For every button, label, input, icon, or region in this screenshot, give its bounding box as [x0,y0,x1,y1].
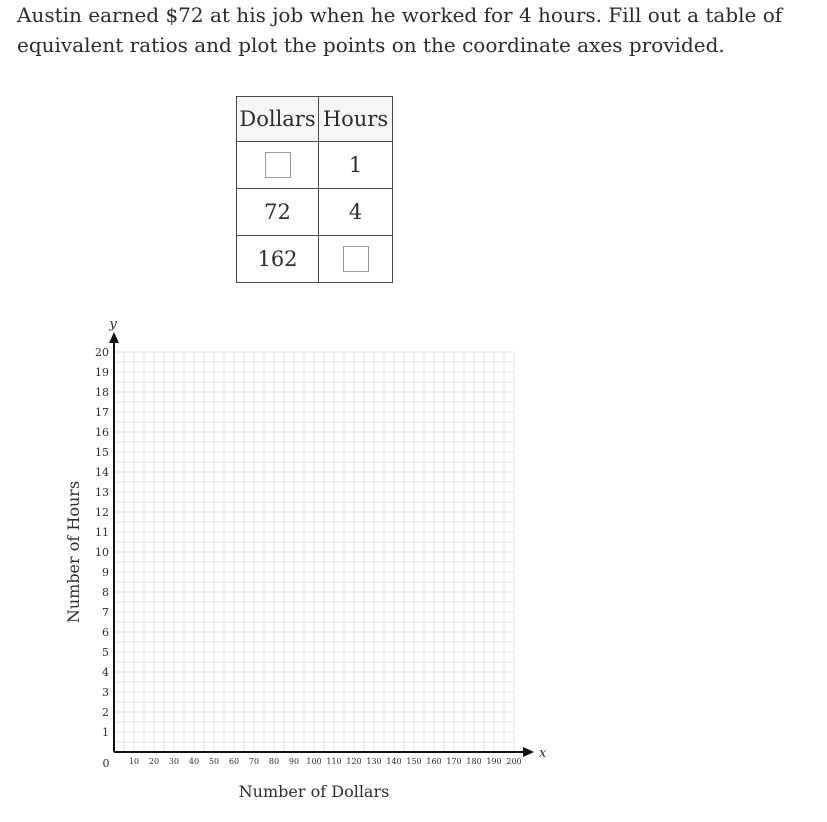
table-header-row [237,97,393,142]
dollars-cell: 162 [237,236,319,283]
dollars-column-header: Dollars [237,97,319,142]
y-tick-label: 15 [95,446,109,459]
y-axis-letter: y [109,317,117,332]
y-tick-label: 12 [95,506,109,519]
y-tick-label: 6 [102,626,109,639]
dollars-cell: 72 [237,189,319,236]
table-row [237,189,393,236]
y-tick-label: 14 [95,466,109,479]
hours-column-header: Hours [319,97,393,142]
y-tick-label: 11 [95,526,109,539]
x-tick-label: 90 [288,757,300,766]
x-tick-label: 10 [128,757,140,766]
x-tick-label: 130 [366,757,382,766]
problem-prompt: Austin earned $72 at his job when he worked for 4 hours. Fill out a table of equivalent ratios and plot the points on the coordinate axes provided. [17,3,783,57]
hours-cell [319,236,393,283]
x-tick-label: 180 [466,757,482,766]
x-tick-label: 120 [346,757,362,766]
y-tick-label: 18 [95,386,109,399]
y-tick-label: 19 [95,366,109,379]
x-tick-label: 50 [208,757,220,766]
x-tick-label: 100 [306,757,322,766]
x-tick-label: 190 [486,757,502,766]
y-tick-label: 17 [95,406,109,419]
x-tick-label: 170 [446,757,462,766]
y-tick-label: 3 [102,686,109,699]
origin-label: 0 [102,757,110,770]
y-tick-labels [95,346,109,739]
y-tick-label: 2 [102,706,109,719]
x-tick-labels [129,757,522,766]
y-tick-label: 7 [102,606,109,619]
x-axis-letter: x [539,746,547,761]
y-tick-label: 9 [102,566,109,579]
y-tick-label: 5 [102,646,109,659]
y-tick-label: 13 [95,486,109,499]
y-tick-label: 20 [95,346,109,359]
x-tick-label: 20 [148,757,160,766]
x-tick-label: 200 [506,757,522,766]
hours-cell: 4 [319,189,393,236]
grid [114,352,514,752]
x-tick-label: 110 [326,757,342,766]
x-tick-label: 60 [228,757,240,766]
x-tick-label: 150 [406,757,422,766]
ratio-table [236,96,393,283]
table-row [237,142,393,189]
y-axis-arrow-icon [109,332,119,343]
y-tick-label: 8 [102,586,109,599]
y-tick-label: 4 [102,666,109,679]
x-tick-label: 70 [248,757,260,766]
x-tick-label: 40 [188,757,200,766]
x-tick-label: 140 [386,757,402,766]
hours-cell: 1 [319,142,393,189]
y-axis-title: Number of Hours [64,480,83,624]
coordinate-graph[interactable] [0,300,827,822]
y-tick-label: 10 [95,546,109,559]
hours-answer-input[interactable] [343,246,369,272]
table-row [237,236,393,283]
y-tick-label: 1 [102,726,109,739]
dollars-answer-input[interactable] [265,152,291,178]
axes [109,332,534,757]
x-tick-label: 160 [426,757,442,766]
y-tick-label: 16 [95,426,109,439]
x-tick-label: 80 [268,757,280,766]
x-tick-label: 30 [168,757,180,766]
x-axis-title: Number of Dollars [238,782,390,801]
x-axis-arrow-icon [523,747,534,757]
dollars-cell [237,142,319,189]
